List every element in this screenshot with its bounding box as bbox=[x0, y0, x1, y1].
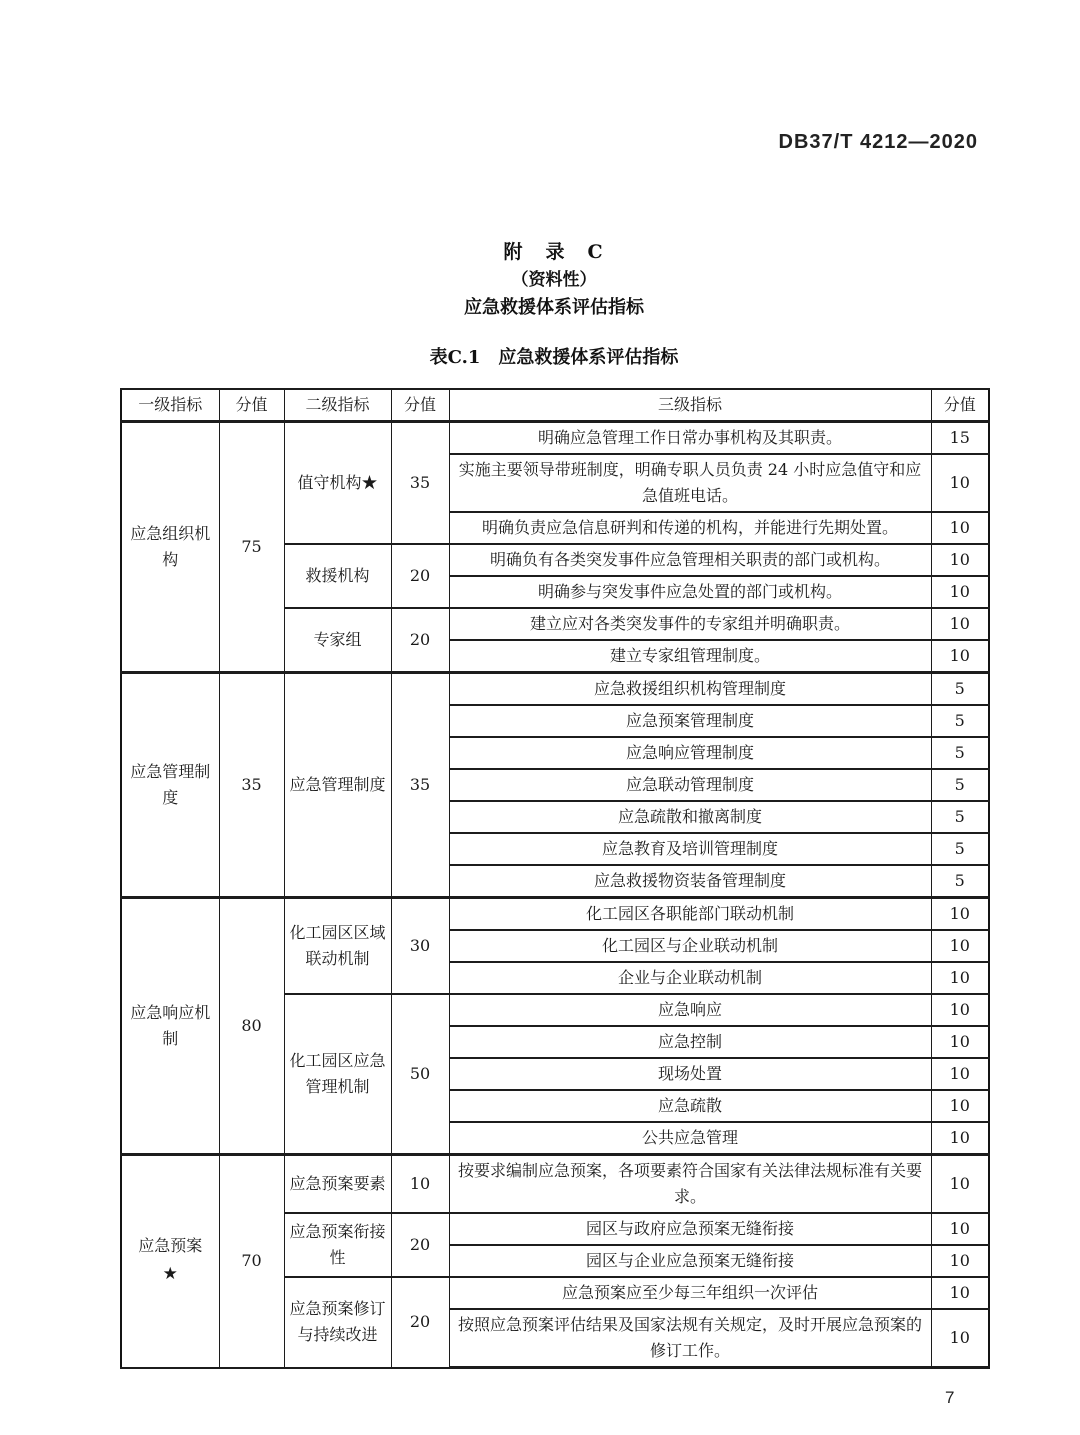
level3-score-cell: 5 bbox=[931, 769, 989, 801]
level1-score-cell: 75 bbox=[219, 422, 284, 673]
level3-score-cell: 10 bbox=[931, 512, 989, 544]
level3-cell: 明确应急管理工作日常办事机构及其职责。 bbox=[449, 422, 931, 455]
evaluation-table bbox=[120, 388, 990, 1369]
level3-score-cell: 10 bbox=[931, 1058, 989, 1090]
level3-score-cell: 5 bbox=[931, 833, 989, 865]
level3-cell: 应急教育及培训管理制度 bbox=[449, 833, 931, 865]
level1-cell: 应急管理制度 bbox=[121, 673, 219, 898]
level3-score-cell: 10 bbox=[931, 898, 989, 931]
header-score3: 分值 bbox=[931, 389, 989, 422]
level3-cell: 建立应对各类突发事件的专家组并明确职责。 bbox=[449, 608, 931, 640]
level3-score-cell: 10 bbox=[931, 1090, 989, 1122]
level3-score-cell: 10 bbox=[931, 1155, 989, 1214]
level3-score-cell: 10 bbox=[931, 1122, 989, 1155]
level3-cell: 应急响应 bbox=[449, 994, 931, 1026]
level2-score-cell: 35 bbox=[391, 673, 449, 898]
level3-cell: 按要求编制应急预案，各项要素符合国家有关法律法规标准有关要求。 bbox=[449, 1155, 931, 1214]
page-number: 7 bbox=[945, 1388, 955, 1407]
level3-score-cell: 10 bbox=[931, 576, 989, 608]
level3-score-cell: 5 bbox=[931, 737, 989, 769]
level3-cell: 应急联动管理制度 bbox=[449, 769, 931, 801]
level2-cell: 值守机构★ bbox=[284, 422, 391, 545]
level2-cell: 救援机构 bbox=[284, 544, 391, 608]
level3-cell: 园区与企业应急预案无缝衔接 bbox=[449, 1245, 931, 1277]
level3-cell: 明确参与突发事件应急处置的部门或机构。 bbox=[449, 576, 931, 608]
level2-score-cell: 20 bbox=[391, 544, 449, 608]
level2-score-cell: 10 bbox=[391, 1155, 449, 1214]
level3-score-cell: 10 bbox=[931, 994, 989, 1026]
table-row bbox=[121, 422, 989, 455]
star-icon: ★ bbox=[162, 1264, 178, 1285]
level1-score-cell: 80 bbox=[219, 898, 284, 1155]
level2-score-cell: 20 bbox=[391, 1277, 449, 1368]
header-level3: 三级指标 bbox=[449, 389, 931, 422]
level3-cell: 企业与企业联动机制 bbox=[449, 962, 931, 994]
level3-cell: 园区与政府应急预案无缝衔接 bbox=[449, 1213, 931, 1245]
level3-score-cell: 10 bbox=[931, 454, 989, 512]
level3-cell: 应急疏散 bbox=[449, 1090, 931, 1122]
level3-cell: 化工园区各职能部门联动机制 bbox=[449, 898, 931, 931]
level3-cell: 公共应急管理 bbox=[449, 1122, 931, 1155]
level1-cell: 应急响应机制 bbox=[121, 898, 219, 1155]
level2-cell: 应急预案衔接性 bbox=[284, 1213, 391, 1277]
appendix-subject: 应急救援体系评估指标 bbox=[464, 297, 644, 318]
level2-cell: 应急预案要素 bbox=[284, 1155, 391, 1214]
level3-cell: 按照应急预案评估结果及国家法规有关规定，及时开展应急预案的修订工作。 bbox=[449, 1309, 931, 1368]
level3-score-cell: 10 bbox=[931, 962, 989, 994]
appendix-title-block bbox=[120, 238, 988, 322]
table-row bbox=[121, 1155, 989, 1214]
level3-score-cell: 10 bbox=[931, 544, 989, 576]
level3-score-cell: 15 bbox=[931, 422, 989, 455]
table-row bbox=[121, 898, 989, 931]
level1-label: 应急预案 bbox=[138, 1236, 203, 1256]
level3-score-cell: 10 bbox=[931, 1277, 989, 1309]
level2-cell: 专家组 bbox=[284, 608, 391, 673]
level2-score-cell: 50 bbox=[391, 994, 449, 1155]
level2-cell: 应急预案修订与持续改进 bbox=[284, 1277, 391, 1368]
table-caption: 表C.1 应急救援体系评估指标 bbox=[429, 347, 679, 368]
level2-score-cell: 20 bbox=[391, 608, 449, 673]
table-header-row bbox=[121, 389, 989, 422]
level3-score-cell: 10 bbox=[931, 930, 989, 962]
standard-number: DB37/T 4212—2020 bbox=[778, 131, 978, 153]
level3-score-cell: 5 bbox=[931, 705, 989, 737]
level3-cell: 明确负责应急信息研判和传递的机构，并能进行先期处置。 bbox=[449, 512, 931, 544]
header-level1: 一级指标 bbox=[121, 389, 219, 422]
level3-cell: 应急救援组织机构管理制度 bbox=[449, 673, 931, 706]
header-level2: 二级指标 bbox=[284, 389, 391, 422]
header-score2: 分值 bbox=[391, 389, 449, 422]
level3-cell: 应急控制 bbox=[449, 1026, 931, 1058]
level3-cell: 应急疏散和撤离制度 bbox=[449, 801, 931, 833]
level2-cell: 应急管理制度 bbox=[284, 673, 391, 898]
level3-score-cell: 5 bbox=[931, 801, 989, 833]
level2-cell: 化工园区区域联动机制 bbox=[284, 898, 391, 995]
level1-score-cell: 35 bbox=[219, 673, 284, 898]
level3-score-cell: 10 bbox=[931, 640, 989, 673]
level3-cell: 建立专家组管理制度。 bbox=[449, 640, 931, 673]
header-score1: 分值 bbox=[219, 389, 284, 422]
level3-score-cell: 5 bbox=[931, 865, 989, 898]
level2-score-cell: 20 bbox=[391, 1213, 449, 1277]
level2-score-cell: 30 bbox=[391, 898, 449, 995]
level3-cell: 应急预案管理制度 bbox=[449, 705, 931, 737]
level3-cell: 化工园区与企业联动机制 bbox=[449, 930, 931, 962]
table-row bbox=[121, 673, 989, 706]
level3-cell: 应急预案应至少每三年组织一次评估 bbox=[449, 1277, 931, 1309]
level3-cell: 应急响应管理制度 bbox=[449, 737, 931, 769]
level1-cell bbox=[121, 1155, 219, 1368]
level3-cell: 实施主要领导带班制度，明确专职人员负责 24 小时应急值守和应急值班电话。 bbox=[449, 454, 931, 512]
appendix-title: 附 录 C bbox=[503, 241, 605, 263]
level3-score-cell: 10 bbox=[931, 1309, 989, 1368]
level3-score-cell: 10 bbox=[931, 1245, 989, 1277]
level2-score-cell: 35 bbox=[391, 422, 449, 545]
level2-cell: 化工园区应急管理机制 bbox=[284, 994, 391, 1155]
level3-score-cell: 10 bbox=[931, 1026, 989, 1058]
level3-cell: 应急救援物资装备管理制度 bbox=[449, 865, 931, 898]
level3-score-cell: 5 bbox=[931, 673, 989, 706]
level1-score-cell: 70 bbox=[219, 1155, 284, 1368]
level3-cell: 明确负有各类突发事件应急管理相关职责的部门或机构。 bbox=[449, 544, 931, 576]
level3-score-cell: 10 bbox=[931, 608, 989, 640]
level3-score-cell: 10 bbox=[931, 1213, 989, 1245]
level1-cell: 应急组织机构 bbox=[121, 422, 219, 673]
appendix-type: （资料性） bbox=[511, 270, 597, 290]
level3-cell: 现场处置 bbox=[449, 1058, 931, 1090]
